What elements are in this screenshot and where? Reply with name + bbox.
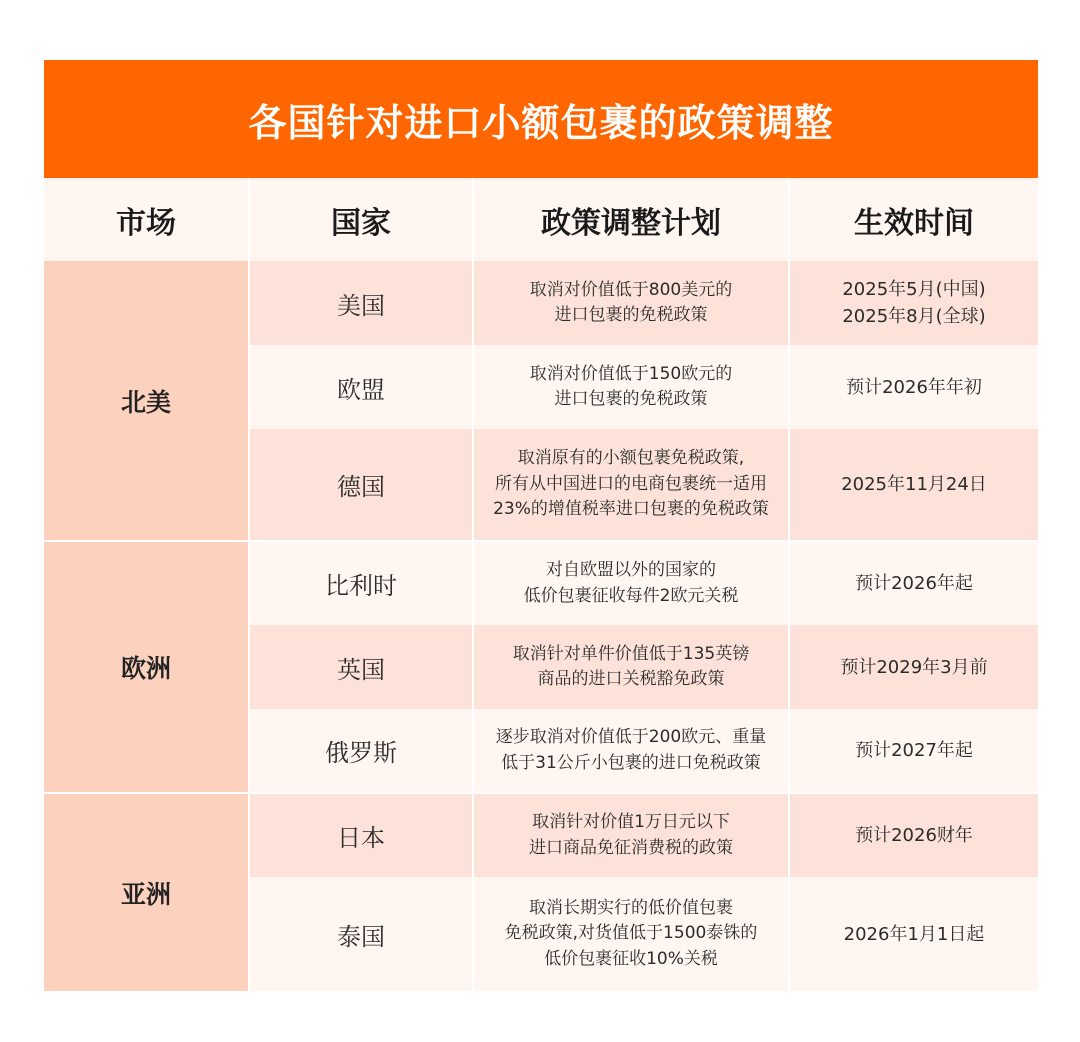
effective-date-cell [789, 429, 1038, 541]
policy-plan-line: 取消针对价值1万日元以下 [532, 812, 730, 832]
policy-plan-cell [473, 709, 789, 793]
effective-date-cell [789, 345, 1038, 429]
policy-table [44, 178, 1038, 991]
country-cell: 美国 [249, 261, 473, 345]
effective-date-cell [789, 793, 1038, 877]
policy-plan-line: 逐步取消对价值低于200欧元、重量 [495, 727, 767, 747]
market-cell: 欧洲 [44, 541, 249, 793]
policy-plan-cell [473, 541, 789, 625]
column-header-country: 国家 [249, 178, 473, 261]
effective-date-cell [789, 709, 1038, 793]
effective-date-line: 预计2026财年 [855, 825, 973, 846]
country-cell: 日本 [249, 793, 473, 877]
policy-sheet [44, 60, 1038, 991]
effective-date-line: 2025年8月(全球) [842, 306, 986, 327]
effective-date-cell [789, 877, 1038, 991]
country-cell: 比利时 [249, 541, 473, 625]
policy-plan-cell [473, 261, 789, 345]
page-title: 各国针对进口小额包裹的政策调整 [248, 100, 834, 145]
country-cell: 欧盟 [249, 345, 473, 429]
policy-plan-line: 23%的增值税率进口包裹的免税政策 [493, 499, 769, 520]
policy-plan-line: 低于31公斤小包裹的进口免税政策 [501, 752, 761, 773]
effective-date-line: 2025年5月(中国) [842, 279, 986, 300]
column-header-plan: 政策调整计划 [473, 178, 789, 261]
policy-plan-cell [473, 877, 789, 991]
policy-plan-line: 取消针对单件价值低于135英镑 [512, 643, 750, 664]
effective-date-cell [789, 625, 1038, 709]
market-cell: 亚洲 [44, 793, 249, 991]
policy-plan-line: 取消原有的小额包裹免税政策, [517, 448, 745, 469]
effective-date-cell [789, 541, 1038, 625]
column-header-date: 生效时间 [789, 178, 1038, 261]
policy-plan-line: 取消长期实行的低价值包裹 [529, 897, 733, 918]
header-row [44, 178, 1038, 261]
policy-plan-line: 进口商品免征消费税的政策 [529, 837, 733, 858]
policy-plan-line: 所有从中国进口的电商包裹统一适用 [495, 473, 767, 494]
country-cell: 英国 [249, 625, 473, 709]
policy-plan-cell [473, 625, 789, 709]
policy-plan-line: 低价包裹征收10%关税 [544, 948, 718, 969]
policy-plan-line: 取消对价值低于800美元的 [529, 279, 733, 300]
policy-plan-line: 免税政策,对货值低于1500泰铢的 [504, 923, 758, 944]
title-bar [44, 60, 1038, 178]
table-row [44, 541, 1038, 625]
effective-date-line: 预计2026年起 [855, 573, 973, 594]
effective-date-line: 预计2029年3月前 [840, 656, 988, 678]
effective-date-line: 预计2027年起 [855, 740, 973, 761]
policy-plan-cell [473, 345, 789, 429]
table-row [44, 793, 1038, 877]
policy-plan-cell [473, 429, 789, 541]
policy-plan-cell [473, 793, 789, 877]
market-cell: 北美 [44, 261, 249, 541]
table-body [44, 261, 1038, 991]
effective-date-line: 预计2026年年初 [846, 376, 982, 398]
effective-date-line: 2025年11月24日 [841, 474, 987, 495]
country-cell: 泰国 [249, 877, 473, 991]
effective-date-line: 2026年1月1日起 [843, 923, 985, 945]
policy-plan-line: 进口包裹的免税政策 [554, 305, 708, 325]
table-row [44, 261, 1038, 345]
policy-plan-line: 对自欧盟以外的国家的 [546, 560, 716, 580]
country-cell: 德国 [249, 429, 473, 541]
policy-plan-line: 商品的进口关税豁免政策 [537, 669, 725, 689]
column-header-market: 市场 [44, 178, 249, 261]
policy-plan-line: 低价包裹征收每件2欧元关税 [523, 585, 739, 606]
policy-plan-line: 进口包裹的免税政策 [554, 389, 708, 409]
policy-plan-line: 取消对价值低于150欧元的 [529, 363, 733, 384]
effective-date-cell [789, 261, 1038, 345]
country-cell: 俄罗斯 [249, 709, 473, 793]
